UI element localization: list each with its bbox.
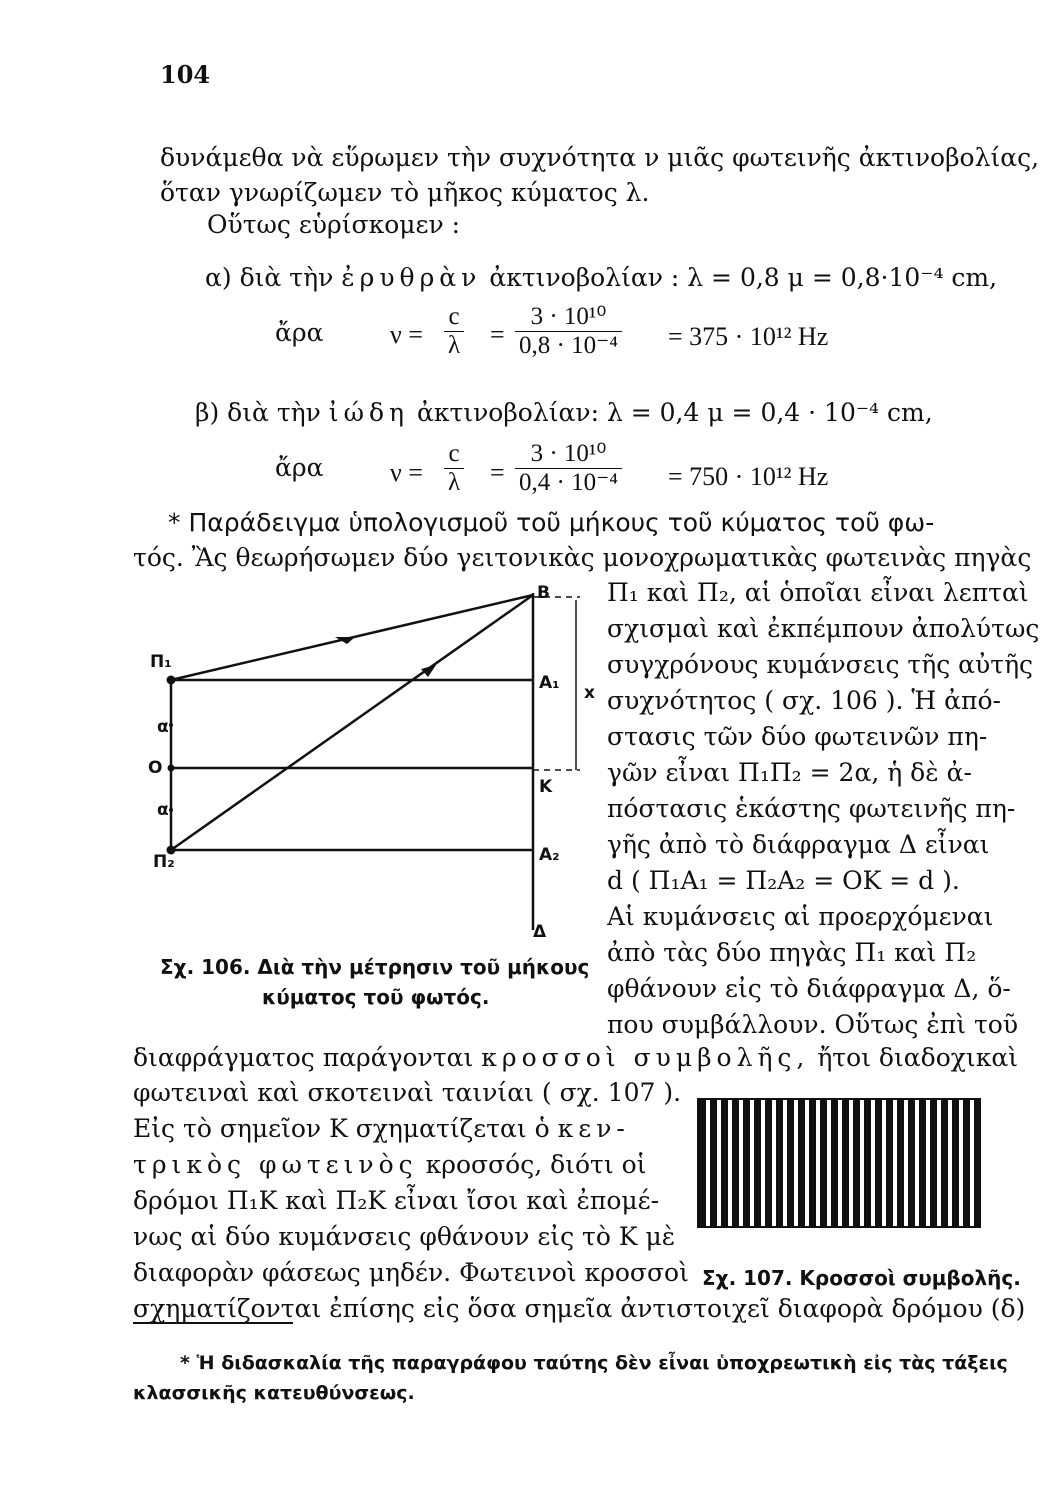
violet-spaced-word: ἰώδη bbox=[328, 398, 410, 427]
label-k: Κ bbox=[539, 777, 553, 797]
label-p1: Π₁ bbox=[150, 652, 172, 672]
text-run: Εἰς τὸ σημεῖον Κ σχηματίζεται ὁ bbox=[133, 1114, 550, 1143]
label-b: Β bbox=[537, 583, 550, 603]
right-column-line: ἀπὸ τὰς δύο πηγὰς Π₁ καὶ Π₂ bbox=[607, 938, 977, 967]
right-column-line: σχισμαὶ καὶ ἐκπέμπουν ἀπολύτως bbox=[607, 614, 1040, 643]
fraction-denominator: λ bbox=[444, 331, 464, 361]
nu-equals: ν = bbox=[390, 458, 423, 487]
label-a1: Α₁ bbox=[539, 673, 560, 693]
frequency-result: = 750 · 10¹² Hz bbox=[668, 462, 829, 491]
figure-106-diagram bbox=[140, 585, 590, 955]
example-heading: * Παράδειγμα ὑπολογισμοῦ τοῦ μήκους τοῦ κύματος τοῦ φω- bbox=[168, 508, 935, 537]
spaced-term: τρικὸς φωτεινὸς bbox=[133, 1150, 418, 1179]
fraction-numerator: 3 · 10¹⁰ bbox=[530, 440, 607, 467]
red-radiation-line bbox=[205, 265, 997, 290]
fraction-denominator: 0,8 · 10⁻⁴ bbox=[515, 331, 622, 361]
label-a-bottom: α bbox=[157, 800, 169, 820]
label-x: x bbox=[584, 683, 595, 703]
fraction-numerator: c bbox=[448, 303, 460, 330]
figure-107-caption: Σχ. 107. Κροσσοὶ συμβολῆς. bbox=[702, 1266, 1021, 1290]
red-prefix: α) διὰ τὴν bbox=[205, 263, 334, 292]
text-run: ἤτοι διαδοχικαὶ bbox=[817, 1043, 1019, 1072]
right-column-line: γῆς ἀπὸ τὸ διάφραγμα Δ εἶναι bbox=[607, 830, 990, 859]
label-o: Ο bbox=[148, 758, 163, 778]
paragraph-line bbox=[133, 1116, 630, 1141]
label-a2: Α₂ bbox=[539, 845, 560, 865]
text-run: διαφράγματος παράγονται bbox=[133, 1043, 474, 1072]
paragraph-line: τός. Ἂς θεωρήσωμεν δύο γειτονικὰς μονοχρωματικὰς φωτεινὰς πηγὰς bbox=[133, 543, 1032, 572]
figure-106-caption: κύματος τοῦ φωτός. bbox=[262, 985, 490, 1009]
paragraph-line: σχηματίζονται ἐπίσης εἰς ὅσα σημεῖα ἀντιστοιχεῖ διαφορὰ δρόμου (δ) bbox=[133, 1294, 1026, 1323]
midpoint-o bbox=[168, 765, 175, 772]
fraction-numerator: c bbox=[448, 440, 460, 467]
fraction-value bbox=[515, 440, 622, 497]
right-column-line: συγχρόνους κυμάνσεις τῆς αὐτῆς bbox=[607, 650, 1034, 679]
label-d: Δ bbox=[533, 922, 547, 942]
frequency-result: = 375 · 10¹² Hz bbox=[668, 322, 829, 351]
paragraph-line: φωτειναὶ καὶ σκοτειναὶ ταινίαι ( σχ. 107 ). bbox=[133, 1078, 682, 1107]
spaced-term: κεν- bbox=[557, 1114, 630, 1143]
footnote-line: * Ἡ διδασκαλία τῆς παραγράφου ταύτης δὲν εἶναι ὑποχρεωτικὴ εἰς τὰς τάξεις bbox=[180, 1352, 1008, 1374]
violet-rest: ἀκτινοβολίαν: λ = 0,4 μ = 0,4 · 10⁻⁴ cm, bbox=[416, 398, 933, 427]
label-p2: Π₂ bbox=[153, 852, 175, 872]
right-column-line: γῶν εἶναι Π₁Π₂ = 2α, ἡ δὲ ἀ- bbox=[607, 758, 972, 787]
footnote-divider bbox=[133, 1322, 293, 1324]
paragraph-line: νως αἱ δύο κυμάνσεις φθάνουν εἰς τὸ Κ μὲ bbox=[133, 1222, 676, 1251]
label-a-top: α bbox=[157, 717, 169, 737]
right-column-line: στασις τῶν δύο φωτεινῶν πη- bbox=[607, 722, 988, 751]
red-spaced-word: ἐρυθρὰν bbox=[341, 263, 482, 292]
tick-mark bbox=[169, 808, 173, 812]
paragraph-line: Οὕτως εὑρίσκομεν : bbox=[207, 210, 461, 239]
violet-radiation-line bbox=[195, 400, 933, 425]
footnote-line: κλασσικῆς κατευθύνσεως. bbox=[133, 1382, 415, 1404]
tick-mark bbox=[169, 723, 173, 727]
right-column-line: d ( Π₁Α₁ = Π₂Α₂ = ΟΚ = d ). bbox=[607, 866, 960, 895]
arrow-icon bbox=[421, 665, 436, 677]
right-column-line: φθάνουν εἰς τὸ διάφραγμα Δ, ὅ- bbox=[607, 974, 1011, 1003]
violet-prefix: β) διὰ τὴν bbox=[195, 398, 321, 427]
spaced-term: κροσσοὶ συμβολῆς, bbox=[481, 1043, 810, 1072]
ray-p2-b bbox=[171, 595, 533, 850]
nu-equals: ν = bbox=[390, 320, 423, 349]
fraction-denominator: 0,4 · 10⁻⁴ bbox=[515, 468, 622, 498]
red-rest: ἀκτινοβολίαν : λ = 0,8 μ = 0,8·10⁻⁴ cm, bbox=[489, 263, 998, 292]
right-column-line: που συμβάλλουν. Οὕτως ἐπὶ τοῦ bbox=[607, 1010, 1019, 1039]
figure-107-fringes bbox=[697, 1098, 981, 1228]
fraction-value bbox=[515, 303, 622, 360]
source-point-p1 bbox=[167, 676, 176, 685]
right-column-line: Αἱ κυμάνσεις αἱ προερχόμεναι bbox=[607, 902, 994, 931]
fraction-c-over-lambda bbox=[444, 303, 464, 360]
paragraph-line: δρόμοι Π₁Κ καὶ Π₂Κ εἶναι ἴσοι καὶ ἐπομέ- bbox=[133, 1186, 660, 1215]
ara-label: ἄρα bbox=[275, 453, 324, 482]
paragraph-line: ὅταν γνωρίζωμεν τὸ μῆκος κύματος λ. bbox=[160, 178, 650, 207]
paragraph-line bbox=[133, 1045, 1018, 1070]
equals-sign: = bbox=[490, 320, 505, 349]
figure-106-caption: Σχ. 106. Διὰ τὴν μέτρησιν τοῦ μήκους bbox=[160, 955, 590, 979]
fraction-numerator: 3 · 10¹⁰ bbox=[530, 303, 607, 330]
equals-sign: = bbox=[490, 458, 505, 487]
ara-label: ἄρα bbox=[275, 318, 324, 347]
text-run: κροσσός, διότι οἱ bbox=[425, 1150, 647, 1179]
paragraph-line: διαφορὰν φάσεως μηδέν. Φωτεινοὶ κροσσοὶ bbox=[133, 1258, 689, 1287]
paragraph-line bbox=[133, 1152, 646, 1177]
fraction-c-over-lambda bbox=[444, 440, 464, 497]
right-column-line: συχνότητος ( σχ. 106 ). Ἡ ἀπό- bbox=[607, 686, 1001, 715]
right-column-line: πόστασις ἑκάστης φωτεινῆς πη- bbox=[607, 794, 1016, 823]
page-number: 104 bbox=[160, 60, 211, 89]
right-column-line: Π₁ καὶ Π₂, αἱ ὁποῖαι εἶναι λεπταὶ bbox=[607, 578, 1029, 607]
paragraph-line: δυνάμεθα νὰ εὕρωμεν τὴν συχνότητα ν μιᾶς φωτεινῆς ἀκτινοβολίας, bbox=[160, 143, 1040, 172]
fraction-denominator: λ bbox=[444, 468, 464, 498]
